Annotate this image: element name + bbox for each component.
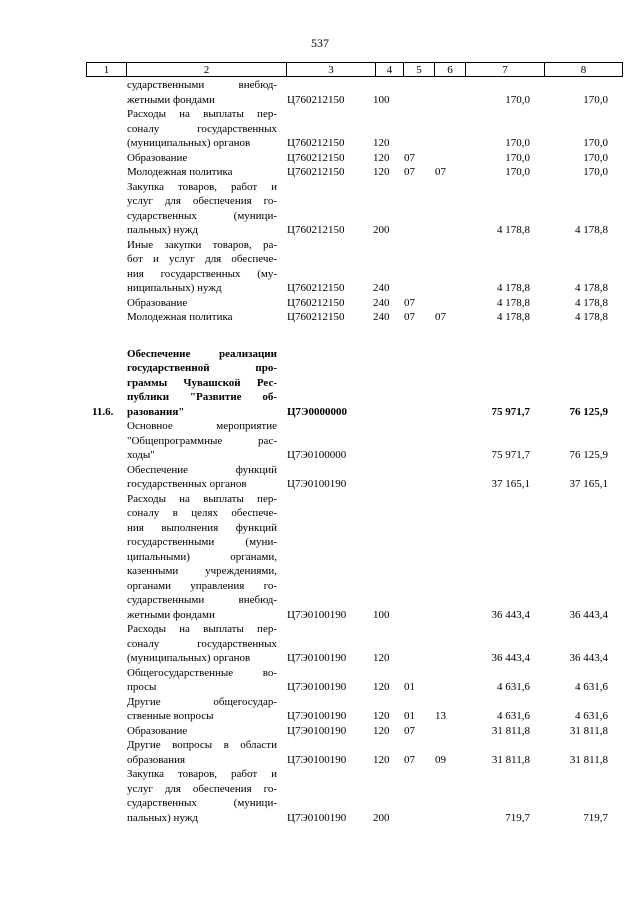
- amount-year-1: 36 443,4: [491, 608, 530, 621]
- description-line: Другие вопросы в области: [127, 739, 277, 751]
- table-row: [86, 419, 622, 463]
- description-line: соналу государственных: [127, 637, 277, 650]
- amount-year-1: 75 971,7: [491, 449, 530, 461]
- target-article-code: Ц7Э0100190: [287, 478, 347, 490]
- row-description: [127, 695, 277, 724]
- row-description: [127, 165, 277, 180]
- amount-year-1: 4 631,6: [497, 710, 530, 722]
- table-row: [86, 310, 622, 325]
- description-line: (муниципальных) органов: [127, 652, 251, 664]
- target-article-code: Ц760212150: [287, 224, 345, 236]
- description-line: государственными (муни-: [127, 536, 277, 548]
- table-row: [86, 180, 622, 238]
- target-article-code: Ц7Э0100190: [287, 753, 347, 766]
- amount-year-2: 719,7: [583, 811, 608, 824]
- amount-year-1: 4 631,6: [497, 681, 530, 693]
- amount-year-2: 31 811,8: [569, 753, 608, 766]
- amount-year-2: 36 443,4: [569, 608, 608, 621]
- amount-year-2: 4 178,8: [575, 296, 608, 309]
- description-line: жетными фондами: [127, 608, 215, 621]
- amount-year-2: 4 178,8: [575, 224, 608, 236]
- row-description: [127, 347, 277, 420]
- description-line: государственной про-: [127, 362, 277, 374]
- target-article-code: Ц7Э0000000: [287, 405, 348, 418]
- description-line: просы: [127, 681, 157, 693]
- row-description: [127, 310, 277, 325]
- target-article-code: Ц7Э0100000: [287, 449, 347, 461]
- description-line: соналу в целях обеспече-: [127, 507, 277, 519]
- expense-type-code: 240: [373, 296, 390, 309]
- expense-type-code: 200: [373, 811, 390, 824]
- column-header-8: 8: [545, 63, 623, 77]
- amount-year-1: 31 811,8: [491, 724, 530, 737]
- page-number: 537: [311, 36, 329, 50]
- table-row: [86, 78, 622, 107]
- amount-year-1: 170,0: [505, 166, 530, 178]
- amount-year-1: 170,0: [505, 151, 530, 164]
- column-header-1: 1: [87, 63, 127, 77]
- row-description: [127, 419, 277, 463]
- row-description: [127, 107, 277, 151]
- amount-year-2: 76 125,9: [569, 449, 608, 461]
- section-code: 07: [404, 311, 415, 323]
- target-article-code: Ц760212150: [287, 282, 345, 294]
- expense-type-code: 240: [373, 282, 390, 294]
- column-header-row: [86, 62, 623, 77]
- amount-year-2: 4 631,6: [575, 710, 608, 722]
- amount-year-1: 719,7: [505, 811, 530, 824]
- description-line: ходы": [127, 449, 155, 461]
- description-line: Расходы на выплаты пер-: [127, 623, 277, 635]
- description-line: пальных) нужд: [127, 811, 199, 824]
- description-line: Образование: [127, 296, 188, 309]
- description-line: услуг для обеспечения го-: [127, 195, 277, 207]
- description-line: Образование: [127, 151, 188, 164]
- description-line: (муниципальных) органов: [127, 137, 251, 149]
- description-line: ния выполнения функций: [127, 521, 277, 534]
- expense-type-code: 120: [373, 166, 390, 178]
- description-line: сударственными внебюд-: [127, 79, 277, 91]
- description-line: Расходы на выплаты пер-: [127, 492, 277, 505]
- expense-type-code: 120: [373, 652, 390, 664]
- description-line: ственные вопросы: [127, 710, 214, 722]
- table-row: [86, 347, 622, 420]
- table-row: [86, 695, 622, 724]
- description-line: Иные закупки товаров, ра-: [127, 238, 277, 251]
- table-row: [86, 238, 622, 296]
- amount-year-1: 75 971,7: [491, 405, 530, 418]
- description-line: жетными фондами: [127, 93, 215, 106]
- description-line: сударственных (муници-: [127, 209, 277, 222]
- description-line: государственных органов: [127, 478, 247, 490]
- row-description: [127, 463, 277, 492]
- expense-type-code: 120: [373, 753, 390, 766]
- description-line: Молодежная политика: [127, 311, 233, 323]
- budget-table-body: [86, 78, 622, 825]
- target-article-code: Ц7Э0100190: [287, 652, 347, 664]
- row-description: [127, 492, 277, 623]
- row-description: [127, 666, 277, 695]
- expense-type-code: 120: [373, 724, 390, 737]
- description-line: Образование: [127, 724, 188, 737]
- amount-year-2: 36 443,4: [569, 652, 608, 664]
- description-line: разования": [127, 405, 185, 418]
- table-row: [86, 738, 622, 767]
- amount-year-1: 4 178,8: [497, 224, 530, 236]
- amount-year-1: 37 165,1: [491, 478, 530, 490]
- amount-year-1: 170,0: [505, 93, 530, 106]
- column-header-3: 3: [287, 63, 376, 77]
- row-description: [127, 767, 277, 825]
- description-line: публики "Развитие об-: [127, 391, 277, 403]
- description-line: бот и услуг для обеспече-: [127, 253, 277, 265]
- column-header-5: 5: [404, 63, 435, 77]
- table-row: [86, 107, 622, 151]
- description-line: услуг для обеспечения го-: [127, 782, 277, 795]
- target-article-code: Ц760212150: [287, 166, 345, 178]
- description-line: пальных) нужд: [127, 224, 199, 236]
- expense-type-code: 100: [373, 93, 390, 106]
- table-row: [86, 666, 622, 695]
- amount-year-2: 4 178,8: [575, 311, 608, 323]
- amount-year-2: 4 178,8: [575, 282, 608, 294]
- amount-year-1: 4 178,8: [497, 296, 530, 309]
- description-line: Молодежная политика: [127, 166, 233, 178]
- amount-year-2: 4 631,6: [575, 681, 608, 693]
- description-line: Закупка товаров, работ и: [127, 180, 277, 193]
- description-line: сударственных (муници-: [127, 797, 277, 809]
- description-line: Закупка товаров, работ и: [127, 768, 277, 780]
- row-description: [127, 622, 277, 666]
- description-line: ниципальных) нужд: [127, 282, 222, 294]
- section-code: 07: [404, 151, 415, 164]
- amount-year-1: 36 443,4: [491, 652, 530, 664]
- table-row: [86, 463, 622, 492]
- table-row: [86, 622, 622, 666]
- table-row: [86, 296, 622, 311]
- row-description: [127, 238, 277, 296]
- row-description: [127, 180, 277, 238]
- amount-year-1: 31 811,8: [491, 753, 530, 766]
- column-header-2: 2: [127, 63, 287, 77]
- amount-year-2: 37 165,1: [569, 478, 608, 490]
- section-code: 07: [404, 724, 415, 737]
- description-line: образования: [127, 753, 186, 766]
- section-spacer: [86, 325, 622, 347]
- description-line: соналу государственных: [127, 122, 277, 135]
- row-description: [127, 724, 277, 739]
- target-article-code: Ц7Э0100190: [287, 811, 347, 824]
- table-row: [86, 767, 622, 825]
- section-code: 07: [404, 296, 415, 309]
- subsection-code: 09: [435, 753, 446, 766]
- expense-type-code: 120: [373, 681, 390, 693]
- expense-type-code: 240: [373, 311, 390, 323]
- subsection-code: 13: [435, 710, 446, 722]
- description-line: казенными учреждениями,: [127, 565, 277, 577]
- description-line: органами управления го-: [127, 579, 277, 592]
- description-line: "Общепрограммные рас-: [127, 434, 277, 447]
- target-article-code: Ц760212150: [287, 151, 345, 164]
- section-code: 07: [404, 753, 415, 766]
- row-description: [127, 738, 277, 767]
- section-code: 07: [404, 166, 415, 178]
- amount-year-2: 170,0: [583, 151, 608, 164]
- amount-year-2: 170,0: [583, 93, 608, 106]
- table-row: [86, 151, 622, 166]
- row-number: 11.6.: [92, 405, 114, 418]
- amount-year-1: 4 178,8: [497, 311, 530, 323]
- amount-year-2: 170,0: [583, 166, 608, 178]
- expense-type-code: 120: [373, 137, 390, 149]
- target-article-code: Ц760212150: [287, 296, 345, 309]
- table-row: [86, 724, 622, 739]
- amount-year-2: 76 125,9: [569, 405, 608, 418]
- target-article-code: Ц7Э0100190: [287, 724, 347, 737]
- target-article-code: Ц7Э0100190: [287, 608, 347, 621]
- expense-type-code: 120: [373, 151, 390, 164]
- section-code: 01: [404, 681, 415, 693]
- description-line: Расходы на выплаты пер-: [127, 108, 277, 120]
- column-header-7: 7: [466, 63, 545, 77]
- row-description: [127, 78, 277, 107]
- description-line: сударственными внебюд-: [127, 594, 277, 606]
- description-line: Основное мероприятие: [127, 420, 277, 432]
- description-line: Другие общегосудар-: [127, 695, 277, 708]
- target-article-code: Ц760212150: [287, 93, 345, 106]
- target-article-code: Ц7Э0100190: [287, 681, 347, 693]
- target-article-code: Ц760212150: [287, 311, 345, 323]
- description-line: Обеспечение реализации: [127, 347, 277, 360]
- expense-type-code: 200: [373, 224, 390, 236]
- column-header-4: 4: [376, 63, 404, 77]
- amount-year-2: 170,0: [583, 137, 608, 149]
- amount-year-1: 170,0: [505, 137, 530, 149]
- subsection-code: 07: [435, 166, 446, 178]
- subsection-code: 07: [435, 311, 446, 323]
- row-description: [127, 296, 277, 311]
- column-header-6: 6: [435, 63, 466, 77]
- expense-type-code: 100: [373, 608, 390, 621]
- description-line: ния государственных (му-: [127, 267, 277, 280]
- row-description: [127, 151, 277, 166]
- section-code: 01: [404, 710, 415, 722]
- table-row: [86, 165, 622, 180]
- description-line: граммы Чувашской Рес-: [127, 376, 277, 389]
- table-row: [86, 492, 622, 623]
- target-article-code: Ц7Э0100190: [287, 710, 347, 722]
- target-article-code: Ц760212150: [287, 137, 345, 149]
- description-line: Общегосударственные во-: [127, 666, 277, 679]
- expense-type-code: 120: [373, 710, 390, 722]
- description-line: ципальными) органами,: [127, 550, 277, 563]
- amount-year-2: 31 811,8: [569, 724, 608, 737]
- description-line: Обеспечение функций: [127, 463, 277, 476]
- amount-year-1: 4 178,8: [497, 282, 530, 294]
